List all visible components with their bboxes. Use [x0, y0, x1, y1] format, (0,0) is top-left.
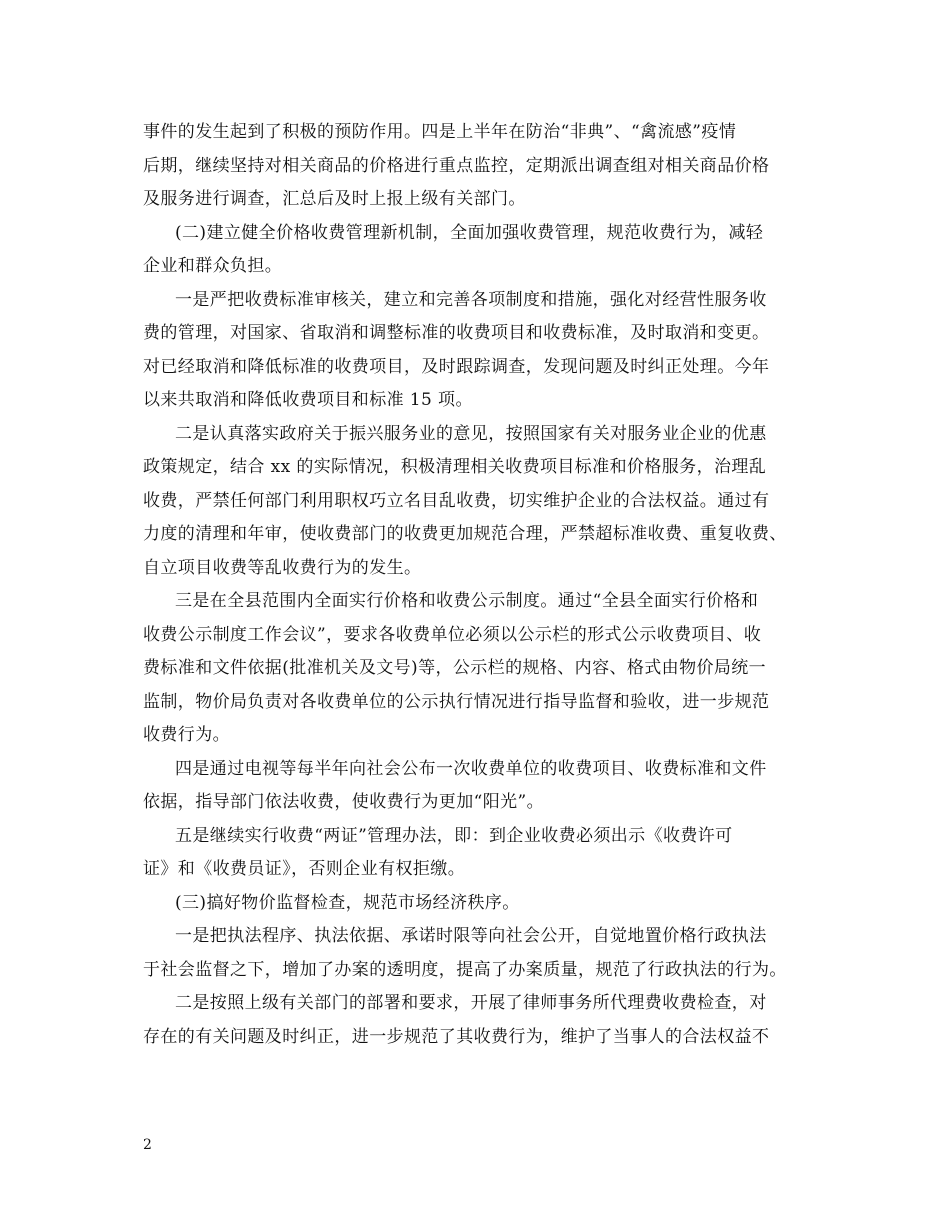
- text-line: 及服务进行调查，汇总后及时上报上级有关部门。: [143, 189, 526, 209]
- text-line: 存在的有关问题及时纠正，进一步规范了其收费行为，维护了当事人的合法权益不: [143, 1026, 770, 1047]
- text-line: 收费行为。: [143, 725, 230, 745]
- text-line: 收费公示制度工作会议”，要求各收费单位必须以公示栏的形式公示收费项目、收: [143, 624, 762, 645]
- text-line: 后期，继续坚持对相关商品的价格进行重点监控，定期派出调查组对相关商品价格: [143, 155, 770, 176]
- text-line: 二是认真落实政府关于振兴服务业的意见，按照国家有关对服务业企业的优惠: [175, 423, 767, 444]
- page-number: 2: [143, 1137, 152, 1153]
- text-line: 力度的清理和年审，使收费部门的收费更加规范合理，严禁超标准收费、重复收费、: [143, 524, 787, 544]
- text-line: 企业和群众负担。: [143, 256, 283, 276]
- text-line: 依据，指导部门依法收费，使收费行为更加“阳光”。: [143, 792, 544, 812]
- text-line: 四是通过电视等每半年向社会公布一次收费单位的收费项目、收费标准和文件: [175, 758, 767, 779]
- text-line: 对已经取消和降低标准的收费项目，及时跟踪调查，发现问题及时纠正处理。今年: [143, 356, 770, 377]
- text-line: 一是把执法程序、执法依据、承诺时限等向社会公开，自觉地置价格行政执法: [175, 926, 767, 946]
- text-line: (二)建立健全价格收费管理新机制，全面加强收费管理，规范收费行为，减轻: [175, 222, 764, 243]
- text-line: 一是严把收费标准审核关，建立和完善各项制度和措施，强化对经营性服务收: [175, 289, 767, 310]
- text-line: (三)搞好物价监督检查，规范市场经济秩序。: [175, 892, 520, 913]
- text-line: 费的管理，对国家、省取消和调整标准的收费项目和收费标准，及时取消和变更。: [143, 323, 770, 343]
- text-line: 五是继续实行收费“两证”管理办法，即：到企业收费必须出示《收费许可: [175, 825, 733, 846]
- document-body: [143, 116, 823, 1054]
- text-line: 二是按照上级有关部门的部署和要求，开展了律师事务所代理费收费检查，对: [175, 993, 767, 1013]
- text-line: 事件的发生起到了积极的预防作用。四是上半年在防治“非典”、“禽流感”疫情: [143, 122, 737, 142]
- text-line: 监制，物价局负责对各收费单位的公示执行情况进行指导监督和验收，进一步规范: [143, 691, 770, 712]
- text-line: 于社会监督之下，增加了办案的透明度，提高了办案质量，规范了行政执法的行为。: [143, 959, 787, 980]
- text-line: 政策规定，结合 xx 的实际情况，积极清理相关收费项目标准和价格服务，治理乱: [143, 457, 767, 477]
- text-line: 自立项目收费等乱收费行为的发生。: [143, 557, 422, 578]
- text-line: 费标准和文件依据(批准机关及文号)等，公示栏的规格、内容、格式由物价局统一: [143, 658, 767, 678]
- text-line: 以来共取消和降低收费项目和标准 15 项。: [143, 390, 473, 410]
- text-line: 证》和《收费员证》，否则企业有权拒缴。: [143, 859, 466, 879]
- text-line: 收费，严禁任何部门利用职权巧立名目乱收费，切实维护企业的合法权益。通过有: [143, 490, 770, 511]
- text-line: 三是在全县范围内全面实行价格和收费公示制度。通过“全县全面实行价格和: [175, 591, 759, 611]
